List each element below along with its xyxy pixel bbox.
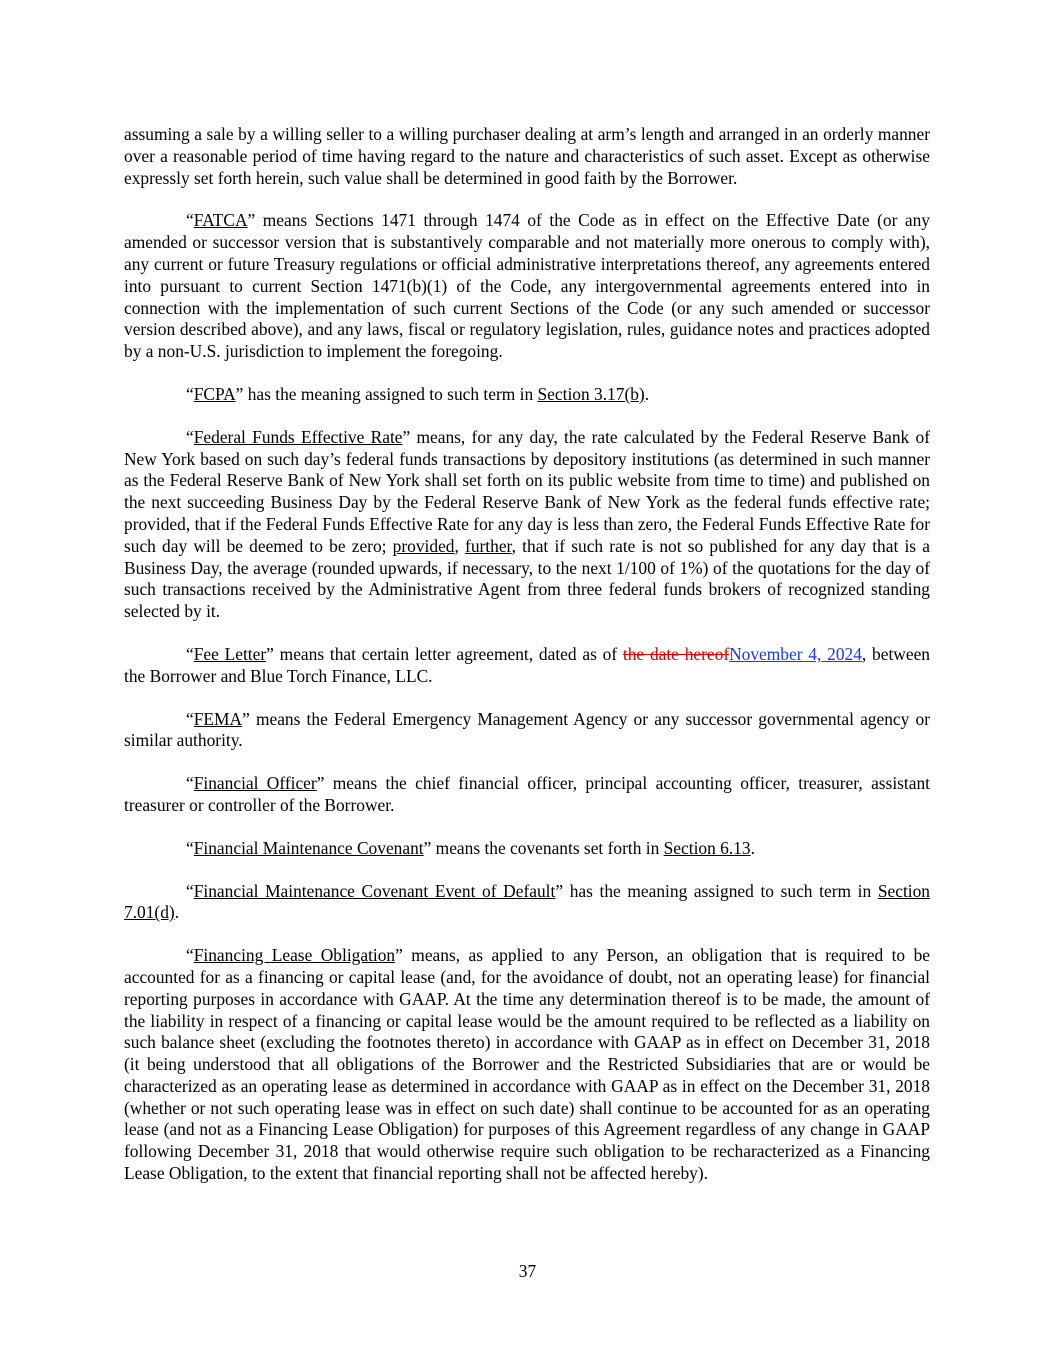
- defined-term-fcpa: FCPA: [193, 383, 236, 404]
- definition-text: ” has the meaning assigned to such term in: [555, 880, 878, 901]
- open-quote: “: [186, 708, 194, 729]
- further-term: further: [465, 535, 512, 556]
- open-quote: “: [186, 426, 194, 447]
- open-quote: “: [186, 945, 194, 966]
- definition-financial-officer: [124, 773, 930, 817]
- definition-text: ” has the meaning assigned to such term in: [235, 383, 538, 404]
- definition-financial-maintenance-covenant: [124, 838, 930, 860]
- defined-term-financial-maintenance-covenant-event-of-default: Financial Maintenance Covenant Event of Default: [193, 880, 556, 901]
- definition-text: ” means, for any day, the rate calculated by the Federal Reserve Bank of New York based on such day’s federal funds transactions by depository institutions (as determined in such manner as the Federal Reserve Bank of New York shall set forth on its public website from time to time) and published on the next succeeding Business Day by the Federal Reserve Bank of New York as the federal funds effective rate; provided, that if the Federal Funds Effective Rate for any day is less than zero, the Federal Funds Effective Rate for such day will be deemed to be zero;: [124, 426, 930, 556]
- definition-fatca: [124, 210, 930, 363]
- definition-financial-maintenance-covenant-event-of-default: [124, 881, 930, 925]
- provided-term: provided: [392, 535, 455, 556]
- definition-text-end: , between the Borrower and Blue Torch Finance, LLC.: [124, 643, 930, 686]
- definition-text: ” means the Federal Emergency Management Agency or any successor governmental agency or similar authority.: [124, 708, 930, 751]
- comma-separator: ,: [454, 535, 466, 556]
- definition-text-end: .: [174, 902, 180, 923]
- open-quote: “: [186, 383, 194, 404]
- defined-term-financial-officer: Financial Officer: [193, 773, 317, 794]
- definition-fee-letter: [124, 644, 930, 688]
- definition-text: ” means that certain letter agreement, dated as of: [266, 643, 623, 664]
- defined-term-federal-funds-effective-rate: Federal Funds Effective Rate: [193, 426, 403, 447]
- page-number: 37: [518, 1261, 537, 1281]
- deleted-text-redline: the date hereof: [622, 643, 730, 664]
- open-quote: “: [186, 210, 194, 231]
- section-reference: Section 3.17(b): [537, 383, 645, 404]
- definition-text: ” means, as applied to any Person, an obligation that is required to be accounted for as a financing or capital lease (and, for the avoidance of doubt, not an operating lease) for financial reporting purposes in accordance with GAAP. At the time any determination thereof is to be made, the amount of the liability in respect of a financing or capital lease would be the amount required to be reflected as a liability on such balance sheet (excluding the footnotes thereto) in accordance with GAAP as in effect on December 31, 2018 (it being understood that all obligations of the Borrower and the Restricted Subsidiaries that are or would be characterized as an operating lease as determined in accordance with GAAP as in effect on the December 31, 2018 (whether or not such operating lease was in effect on such date) shall continue to be accounted for as an operating lease (and not as a Financing Lease Obligation) for purposes of this Agreement regardless of any change in GAAP following December 31, 2018 that would otherwise require such obligation to be recharacterized as a Financing Lease Obligation, to the extent that financial reporting shall not be affected hereby).: [124, 945, 930, 1184]
- document-page: [124, 124, 930, 1206]
- definition-federal-funds-effective-rate: [124, 427, 930, 623]
- definition-financing-lease-obligation: [124, 945, 930, 1185]
- defined-term-fee-letter: Fee Letter: [193, 643, 267, 664]
- open-quote: “: [186, 837, 194, 858]
- defined-term-financing-lease-obligation: Financing Lease Obligation: [193, 945, 396, 966]
- open-quote: “: [186, 643, 194, 664]
- definition-fema: [124, 709, 930, 753]
- section-reference: Section 7.01(d): [124, 880, 930, 923]
- open-quote: “: [186, 880, 194, 901]
- paragraph-text: assuming a sale by a willing seller to a willing purchaser dealing at arm’s length and arranged in an orderly manner over a reasonable period of time having regard to the nature and characteristics of such asset. Except as otherwise expressly set forth herein, such value shall be determined in good faith by the Borrower.: [124, 124, 930, 188]
- definition-text-end: .: [644, 383, 650, 404]
- definition-fcpa: [124, 384, 930, 406]
- definition-text: ” means Sections 1471 through 1474 of the Code as in effect on the Effective Date (or any amended or successor version that is substantively comparable and not materially more onerous to comply with), any current or future Treasury regulations or official administrative interpretations thereof, any agreements entered into pursuant to current Section 1471(b)(1) of the Code, any intergovernmental agreements entered into in connection with the implementation of such current Sections of the Code (or any such amended or successor version described above), and any laws, fiscal or regulatory legislation, rules, guidance notes and practices adopted by a non-U.S. jurisdiction to implement the foregoing.: [124, 210, 930, 362]
- inserted-text-redline: November 4, 2024: [729, 643, 862, 664]
- definition-text: ” means the covenants set forth in: [423, 837, 664, 858]
- defined-term-fema: FEMA: [193, 708, 243, 729]
- defined-term-fatca: FATCA: [193, 210, 248, 231]
- definition-text-end: .: [750, 837, 755, 858]
- definition-text: ” means the chief financial officer, principal accounting officer, treasurer, assistant treasurer or controller of the Borrower.: [124, 773, 930, 815]
- open-quote: “: [186, 773, 194, 794]
- defined-term-financial-maintenance-covenant: Financial Maintenance Covenant: [193, 837, 424, 858]
- paragraph-fair-market-value-continuation: [124, 124, 930, 189]
- section-reference: Section 6.13: [663, 837, 751, 858]
- definition-text-continued: , that if such rate is not so published for any day that is a Business Day, the average (rounded upwards, if necessary, to the next 1/100 of 1%) of the quotations for the day of such transactions received by the Administrative Agent from three federal funds brokers of recognized standing selected by it.: [124, 535, 930, 622]
